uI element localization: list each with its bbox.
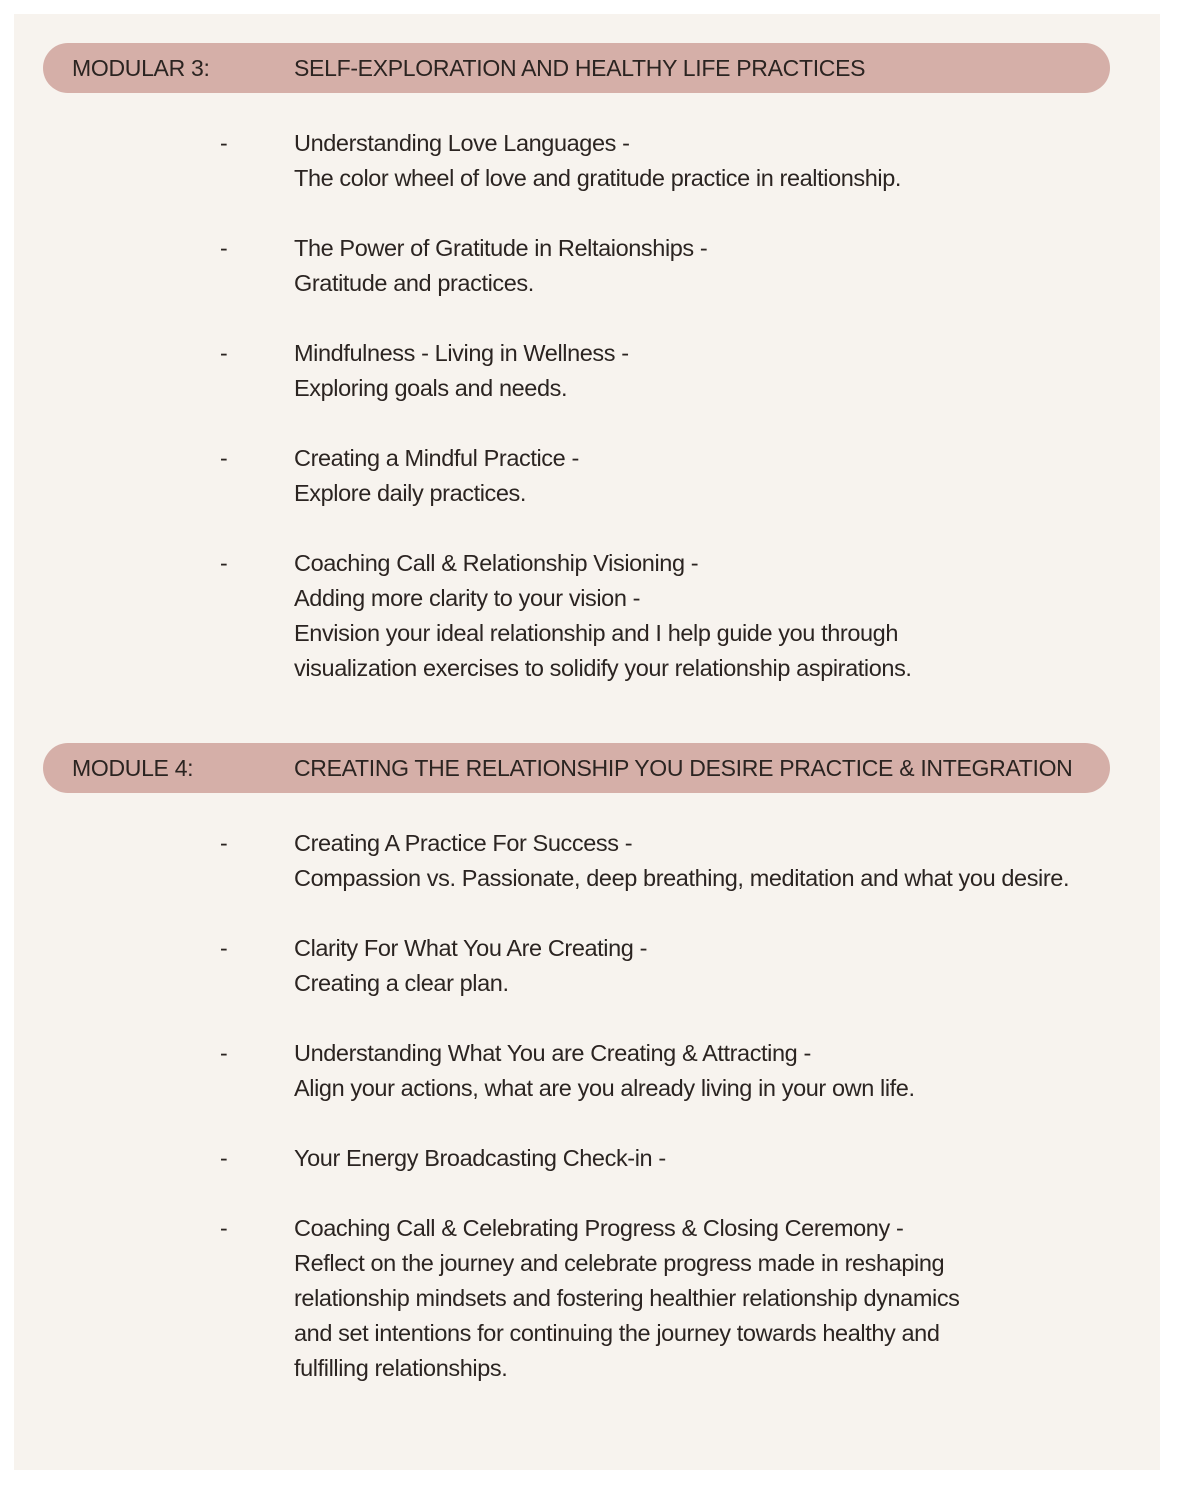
item-line: visualization exercises to solidify your relationship aspirations. xyxy=(294,655,912,681)
item-line: fulfilling relationships. xyxy=(294,1355,508,1381)
list-item xyxy=(14,1141,1160,1176)
module-4-items xyxy=(14,826,1160,1386)
item-heading: Creating A Practice For Success - xyxy=(294,830,633,856)
item-heading: Coaching Call & Relationship Visioning - xyxy=(294,550,699,576)
list-item xyxy=(14,231,1160,301)
list-item xyxy=(14,931,1160,1001)
bullet-dash: - xyxy=(220,235,228,261)
item-heading: Clarity For What You Are Creating - xyxy=(294,935,648,961)
list-item xyxy=(14,336,1160,406)
item-line: Reflect on the journey and celebrate progress made in reshaping xyxy=(294,1250,945,1276)
item-line: Adding more clarity to your vision - xyxy=(294,585,641,611)
bullet-dash: - xyxy=(220,935,228,961)
item-heading: The Power of Gratitude in Reltaionships - xyxy=(294,235,708,261)
item-heading: Understanding What You are Creating & Attracting - xyxy=(294,1040,811,1066)
item-heading: Mindfulness - Living in Wellness - xyxy=(294,340,629,366)
bullet-dash: - xyxy=(220,830,228,856)
item-heading: Creating a Mindful Practice - xyxy=(294,445,579,471)
item-line: Envision your ideal relationship and I help guide you through xyxy=(294,620,898,646)
module-4-title: CREATING THE RELATIONSHIP YOU DESIRE PRACTICE & INTEGRATION xyxy=(294,755,1073,781)
bullet-dash: - xyxy=(220,445,228,471)
module-3-items xyxy=(14,126,1160,686)
item-heading: Understanding Love Languages - xyxy=(294,130,630,156)
document-page xyxy=(14,14,1160,1470)
item-heading: Coaching Call & Celebrating Progress & Closing Ceremony - xyxy=(294,1215,904,1241)
module-4-banner xyxy=(43,743,1110,793)
bullet-dash: - xyxy=(220,340,228,366)
list-item xyxy=(14,126,1160,196)
item-line: relationship mindsets and fostering healthier relationship dynamics xyxy=(294,1285,960,1311)
bullet-dash: - xyxy=(220,130,228,156)
bullet-dash: - xyxy=(220,1040,228,1066)
module-3-banner xyxy=(43,43,1110,93)
item-line: Exploring goals and needs. xyxy=(294,375,568,401)
item-line: Compassion vs. Passionate, deep breathing, meditation and what you desire. xyxy=(294,865,1070,891)
module-3-label: MODULAR 3: xyxy=(72,55,210,81)
item-line: and set intentions for continuing the journey towards healthy and xyxy=(294,1320,940,1346)
item-heading: Your Energy Broadcasting Check-in - xyxy=(294,1145,666,1171)
item-line: Align your actions, what are you already living in your own life. xyxy=(294,1075,915,1101)
item-line: Creating a clear plan. xyxy=(294,970,509,996)
item-line: The color wheel of love and gratitude practice in realtionship. xyxy=(294,165,902,191)
module-3-section xyxy=(14,43,1160,721)
list-item xyxy=(14,441,1160,511)
list-item xyxy=(14,546,1160,686)
module-3-title: SELF-EXPLORATION AND HEALTHY LIFE PRACTICES xyxy=(294,55,866,81)
list-item xyxy=(14,1211,1160,1386)
bullet-dash: - xyxy=(220,1145,228,1171)
item-line: Explore daily practices. xyxy=(294,480,527,506)
module-4-label: MODULE 4: xyxy=(72,755,194,781)
bullet-dash: - xyxy=(220,1215,228,1241)
list-item xyxy=(14,826,1160,896)
list-item xyxy=(14,1036,1160,1106)
item-line: Gratitude and practices. xyxy=(294,270,534,296)
bullet-dash: - xyxy=(220,550,228,576)
module-4-section xyxy=(14,743,1160,1421)
